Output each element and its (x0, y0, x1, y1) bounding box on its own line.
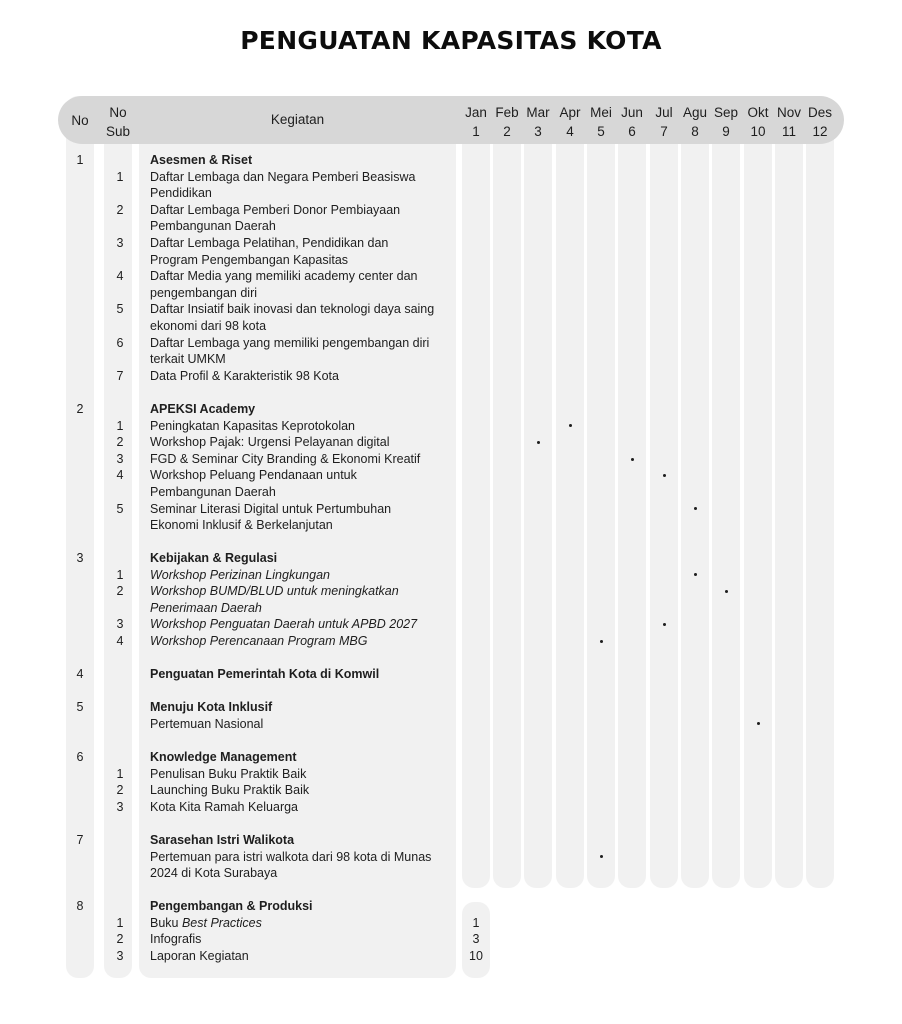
header-month-number: 12 (812, 124, 828, 139)
item-label-prefix: Buku (150, 915, 182, 930)
item-sub-number: 1 (116, 915, 124, 930)
item-sub-number: 1 (116, 169, 124, 184)
item-sub-number: 1 (116, 418, 124, 433)
month-column-bg (462, 96, 490, 888)
item-sub-number: 5 (116, 302, 124, 317)
header-month-number: 7 (660, 124, 668, 139)
item-label-line: Workshop Perizinan Lingkungan (150, 567, 330, 582)
item-label-line: Program Pengembangan Kapasitas (150, 252, 349, 267)
item-sub-number: 6 (116, 335, 124, 350)
section-number: 5 (76, 700, 84, 714)
item-label-line: Pendidikan (150, 186, 212, 201)
header-month-name: Jun (621, 105, 643, 120)
section-number: 3 (76, 551, 84, 565)
item-sub-number: 3 (116, 236, 124, 250)
header-month-name: Nov (776, 105, 801, 120)
item-label-line: pengembangan diri (150, 285, 258, 300)
header-month-number: 11 (781, 124, 796, 139)
section-number: 8 (76, 899, 84, 913)
header-month-name: Feb (495, 105, 519, 120)
header-no-sub-line2: Sub (105, 124, 131, 139)
item-label-line: Launching Buku Praktik Baik (150, 783, 310, 798)
section-number: 6 (76, 750, 84, 764)
schedule-dot (663, 474, 666, 477)
item-label-line: Workshop Peluang Pendanaan untuk (150, 468, 357, 483)
item-sub-number: 3 (116, 617, 124, 632)
item-sub-number: 5 (116, 501, 124, 516)
item-label-line: Kota Kita Ramah Keluarga (150, 799, 299, 814)
item-sub-number: 3 (116, 451, 124, 466)
item-label-line: Workshop Penguatan Daerah untuk APBD 2027 (150, 617, 418, 632)
header-month-name: Agu (682, 105, 708, 120)
month-column-bg (806, 96, 834, 888)
item-label-line: Ekonomi Inklusif & Berkelanjutan (150, 518, 333, 533)
section-number: 7 (76, 833, 84, 847)
section-title: APEKSI Academy (150, 402, 256, 416)
item-label-line: Infografis (150, 932, 202, 947)
header-month-name: Des (807, 105, 832, 120)
header-month-number: 5 (597, 124, 605, 139)
section-title: Sarasehan Istri Walikota (150, 833, 295, 847)
header-month-name: Jan (465, 105, 487, 120)
header-no-sub-line1: No (109, 105, 127, 120)
section-title: Kebijakan & Regulasi (150, 551, 278, 565)
month-column-bg (524, 96, 552, 888)
item-sub-number: 2 (116, 435, 124, 450)
section-number: 1 (76, 153, 84, 167)
item-label-line: Penulisan Buku Praktik Baik (150, 766, 307, 781)
item-sub-number: 3 (116, 948, 124, 963)
no-sub-column-bg (104, 96, 132, 978)
header-month-name: Mei (590, 105, 612, 120)
header-month-name: Okt (747, 105, 769, 120)
schedule-dot (663, 623, 666, 626)
item-label (150, 915, 450, 932)
item-label-line: Penerimaan Daerah (150, 600, 262, 615)
section-title: Asesmen & Riset (150, 153, 253, 167)
header-kegiatan: Kegiatan (270, 112, 325, 127)
section-title: Knowledge Management (150, 750, 297, 764)
schedule-dot (725, 590, 728, 593)
item-sub-number: 2 (116, 584, 124, 599)
item-sub-number: 4 (116, 468, 124, 483)
item-label-line: Daftar Lembaga Pemberi Donor Pembiayaan (150, 202, 401, 217)
item-label-line: terkait UMKM (150, 352, 226, 367)
item-label-line: Data Profil & Karakteristik 98 Kota (150, 368, 339, 383)
header-month-number: 10 (750, 124, 766, 139)
item-sub-number: 2 (116, 202, 124, 217)
item-label-line: Daftar Insiatif baik inovasi dan teknologi daya saing (150, 302, 435, 317)
header-month-name: Apr (559, 105, 581, 120)
item-label-line: Workshop Pajak: Urgensi Pelayanan digital (150, 435, 390, 450)
item-label-line: Laporan Kegiatan (150, 948, 249, 963)
header-month-number: 9 (722, 124, 730, 139)
item-sub-number: 4 (116, 634, 124, 648)
page-title: PENGUATAN KAPASITAS KOTA (240, 26, 662, 55)
month-column-bg (618, 96, 646, 888)
jan-total-value: 3 (472, 932, 480, 947)
month-column-bg (681, 96, 709, 888)
month-column-bg (744, 96, 772, 888)
header-month-number: 4 (566, 124, 574, 139)
month-column-bg (712, 96, 740, 888)
schedule-dot (537, 441, 540, 444)
item-sub-number: 2 (116, 932, 124, 947)
jan-total-value: 1 (472, 915, 480, 930)
header-month-number: 1 (472, 124, 480, 139)
item-label-line: Pertemuan para istri walkota dari 98 kota di Munas (150, 849, 432, 864)
month-column-bg (493, 96, 521, 888)
item-sub-number: 3 (116, 799, 124, 814)
header-month-number: 3 (534, 124, 542, 139)
item-label-line: ekonomi dari 98 kota (150, 319, 267, 333)
header-no: No (71, 113, 89, 128)
item-label-line: Workshop Perencanaan Program MBG (150, 634, 368, 648)
jan-total-value: 10 (469, 948, 483, 963)
item-label-line: Daftar Lembaga Pelatihan, Pendidikan dan (150, 236, 389, 250)
item-label-line: 2024 di Kota Surabaya (150, 866, 278, 881)
item-sub-number: 1 (116, 567, 124, 582)
section-number: 2 (76, 402, 84, 416)
month-column-bg (556, 96, 584, 888)
item-label-line: Seminar Literasi Digital untuk Pertumbuhan (150, 501, 392, 516)
month-column-bg (587, 96, 615, 888)
schedule-dot (631, 458, 634, 461)
item-label-line: Pembangunan Daerah (150, 219, 276, 234)
header-month-name: Sep (713, 105, 739, 120)
section-title: Pengembangan & Produksi (150, 899, 313, 913)
month-column-bg (650, 96, 678, 888)
item-sub-number: 2 (116, 783, 124, 798)
month-column-bg (775, 96, 803, 888)
item-label-line: FGD & Seminar City Branding & Ekonomi Kreatif (150, 451, 421, 466)
item-label-line: Daftar Lembaga dan Negara Pemberi Beasiswa (150, 169, 416, 184)
item-label-italic: Best Practices (181, 915, 262, 930)
header-month-name: Mar (526, 105, 550, 120)
section-title: Penguatan Pemerintah Kota di Komwil (150, 667, 380, 681)
item-sub-number: 1 (116, 766, 124, 781)
header-month-number: 2 (503, 124, 511, 139)
schedule-dot (600, 640, 603, 643)
header-month-number: 6 (628, 124, 636, 139)
item-sub-number: 7 (116, 368, 124, 383)
item-label-line: Daftar Lembaga yang memiliki pengembangan diri (150, 335, 430, 350)
item-sub-number: 4 (116, 269, 124, 284)
section-title: Menuju Kota Inklusif (150, 700, 273, 714)
section-number: 4 (76, 667, 84, 681)
header-month-name: Jul (655, 105, 673, 120)
item-label-line: Peningkatan Kapasitas Keprotokolan (150, 418, 356, 433)
item-label-line: Pertemuan Nasional (150, 716, 264, 731)
item-label-line: Pembangunan Daerah (150, 485, 276, 499)
item-label-line: Daftar Media yang memiliki academy center dan (150, 269, 418, 284)
item-label-line: Workshop BUMD/BLUD untuk meningkatkan (150, 584, 399, 599)
header-month-number: 8 (691, 124, 699, 139)
